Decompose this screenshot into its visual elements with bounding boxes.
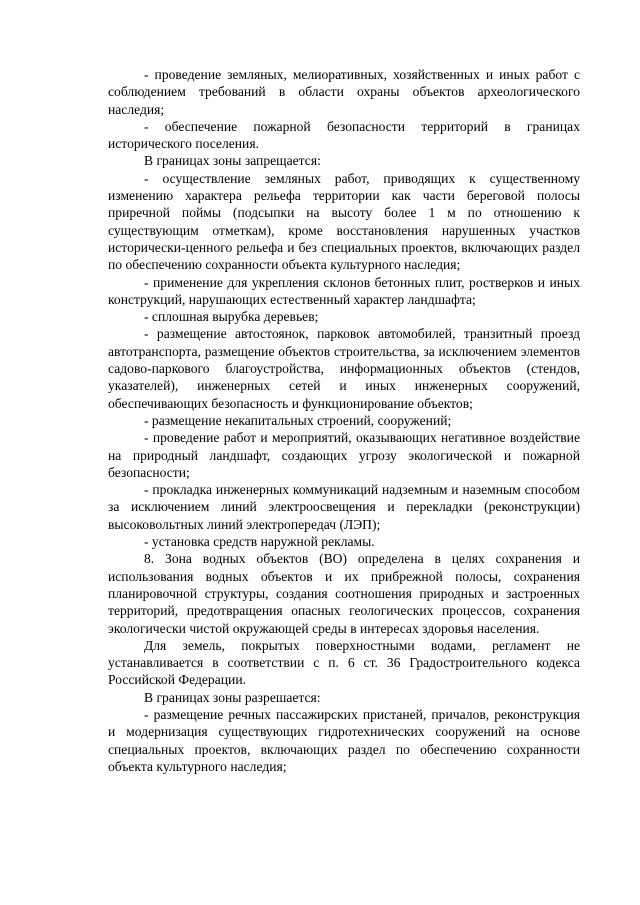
paragraph-advertising: - установка средств наружной рекламы. — [144, 534, 375, 550]
paragraph-temporary-structures: - размещение некапитальных строений, сооружений; — [144, 412, 452, 428]
paragraph-water-lands: Для земель, покрытых поверхностными водами, регламент не устанавливается в соответствии с п. 6 ст. 36 Градостроительного кодекса Российской Федерации. — [108, 637, 580, 688]
paragraph-utilities: - прокладка инженерных коммуникаций надземным и наземным способом за исключением линий электроосвещения и перекладки (реконструкции) высоковольтных линий электропередач (ЛЭП); — [108, 482, 580, 532]
paragraph-fire-safety: - обеспечение пожарной безопасности территорий в границах исторического поселения. — [108, 118, 580, 152]
paragraph-earthworks-prohibited: - осуществление земляных работ, приводящих к существенному изменению характера рельефа территории как части береговой полосы приречной поймы (подсыпки на высоту более 1 м по отношению к существующим отметкам), кроме восстановления нарушенных участков исторически-ценного рельефа и без специальных проектов, включающих раздел по обеспечению сохранности объекта культурного наследия; — [108, 170, 580, 273]
paragraph-prohibited-heading: В границах зоны запрещается: — [144, 153, 321, 169]
paragraph-tree-felling: - сплошная вырубка деревьев; — [144, 309, 319, 325]
paragraph-water-zone: 8. Зона водных объектов (ВО) определена в целях сохранения и использования водных объектов и их прибрежной полосы, сохранения планировочной структуры, создания соотношения природных и застроенных территорий, предотвращения опасных геологических процессов, сохранения экологически чистой окружающей среды в интересах здоровья населения. — [108, 551, 580, 636]
document-page — [108, 66, 580, 775]
paragraph-slope-reinforcement: - применение для укрепления склонов бетонных плит, ростверков и иных конструкций, нарушающих естественный характер ландшафта; — [108, 274, 580, 307]
paragraph-parking: - размещение автостоянок, парковок автомобилей, транзитный проезд автотранспорта, размещение объектов строительства, за исключением элементов садово-паркового благоустройства, информационных объектов (стендов, указателей), инженерных сетей и иных инженерных сооружений, обеспечивающих безопасность и функционирование объектов; — [108, 326, 580, 411]
paragraph-piers: - размещение речных пассажирских пристаней, причалов, реконструкция и модернизация существующих гидротехнических сооружений на основе специальных проектов, включающих раздел по обеспечению сохранности объекта культурного наследия; — [108, 706, 580, 774]
paragraph-allowed-heading: В границах зоны разрешается: — [144, 689, 321, 705]
paragraph-earthworks-allowed: - проведение земляных, мелиоративных, хозяйственных и иных работ с соблюдением требований в области охраны объектов археологического наследия; — [108, 67, 580, 117]
paragraph-negative-impact: - проведение работ и мероприятий, оказывающих негативное воздействие на природный ландшафт, создающих угрозу экологической и пожарной безопасности; — [108, 430, 580, 480]
